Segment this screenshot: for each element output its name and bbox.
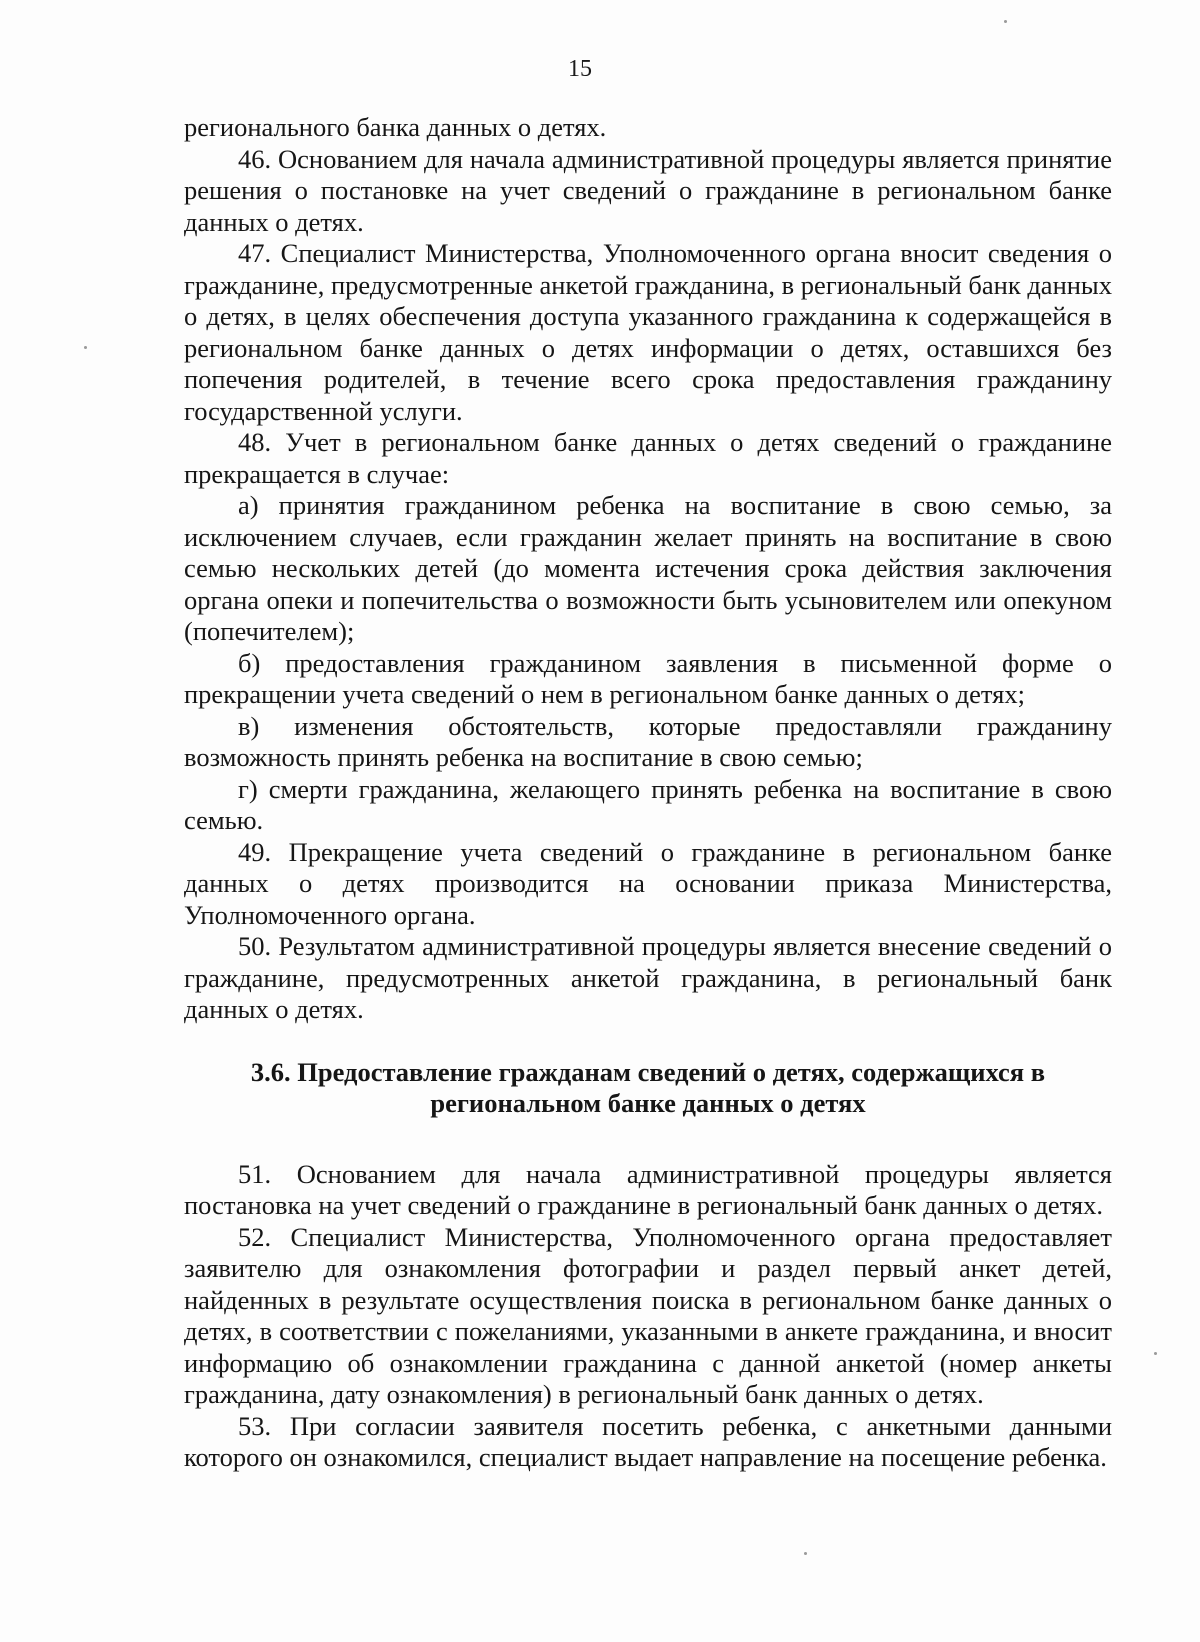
- page-number: 15: [568, 56, 592, 82]
- paragraph-continuation: регионального банка данных о детях.: [184, 112, 607, 142]
- section-heading: [184, 1057, 1112, 1120]
- paragraph-52: 52. Специалист Министерства, Уполномоченного органа предоставляет заявителю для ознакомления фотографии и раздел первый анкет детей, найденных в результате осуществления поиска в региональном банке данных о детях, в соответствии с пожеланиями, указанными в анкете гражданина, и вносит информацию об ознакомлении гражданина с данной анкетой (номер анкеты гражданина, дату ознакомления) в региональный банк данных о детях.: [184, 1221, 1112, 1409]
- paragraph-46: 46. Основанием для начала административной процедуры является принятие решения о постановке на учет сведений о гражданине в региональном банке данных о детях.: [184, 143, 1112, 237]
- scan-speck: [804, 1552, 807, 1555]
- paragraph-48-b: б) предоставления гражданином заявления в письменной форме о прекращении учета сведений о нем в региональном банке данных о детях;: [184, 647, 1112, 709]
- scan-speck: [1154, 1352, 1157, 1355]
- paragraph-48-g: г) смерти гражданина, желающего принять ребенка на воспитание в свою семью.: [184, 773, 1112, 835]
- paragraph-48-v: в) изменения обстоятельств, которые предоставляли гражданину возможность принять ребенка на воспитание в свою семью;: [184, 710, 1112, 772]
- paragraph-50: 50. Результатом административной процедуры является внесение сведений о гражданине, предусмотренных анкетой гражданина, в региональный банк данных о детях.: [184, 931, 1112, 1024]
- section-heading-line-1: 3.6. Предоставление гражданам сведений о детях, содержащихся в: [250, 1056, 1046, 1087]
- paragraph-53: 53. При согласии заявителя посетить ребенка, с анкетными данными которого он ознакомился, специалист выдает направление на посещение ребенка.: [184, 1410, 1112, 1472]
- document-body: [184, 112, 1112, 1474]
- scan-speck: [1004, 20, 1007, 23]
- paragraph-51: 51. Основанием для начала административной процедуры является постановка на учет сведений о гражданине в региональный банк данных о детях.: [184, 1158, 1112, 1220]
- paragraph-48-a: а) принятия гражданином ребенка на воспитание в свою семью, за исключением случаев, если гражданин желает принять на воспитание в свою семью нескольких детей (до момента истечения срока действия заключения органа опеки и попечительства о возможности быть усыновителем или опекуном (попечителем);: [184, 490, 1112, 646]
- paragraph-48: 48. Учет в региональном банке данных о детях сведений о гражданине прекращается в случае:: [184, 427, 1112, 489]
- section-heading-line-2: региональном банке данных о детях: [430, 1088, 866, 1118]
- scan-speck: [84, 346, 87, 349]
- paragraph-49: 49. Прекращение учета сведений о гражданине в региональном банке данных о детях производится на основании приказа Министерства, Уполномоченного органа.: [184, 836, 1112, 930]
- paragraph-47: 47. Специалист Министерства, Уполномоченного органа вносит сведения о гражданине, предусмотренные анкетой гражданина, в региональный банк данных о детях, в целях обеспечения доступа указанного гражданина к содержащейся в региональном банке данных о детях информации о детях, оставшихся без попечения родителей, в течение всего срока предоставления гражданину государственной услуги.: [184, 238, 1112, 426]
